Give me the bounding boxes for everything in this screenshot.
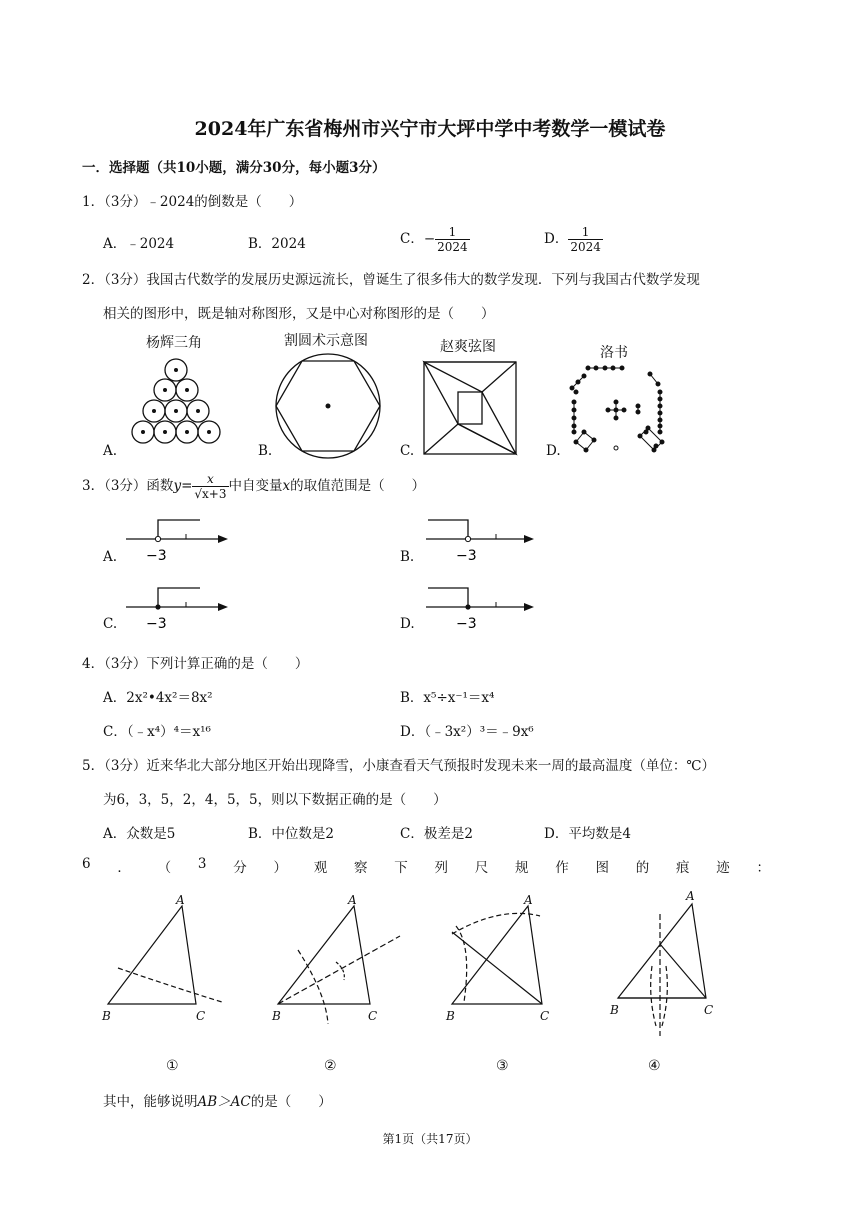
- caption-zhaoshuang: 赵爽弦图: [440, 339, 496, 355]
- q3-stem: 3．（3分）函数y= $\frac{x}{√x+3}$ 中自变量x的取值范围是（ ）: [82, 472, 426, 501]
- q6-followup: 其中，能够说明AB＞AC的是（ ）: [103, 1094, 332, 1110]
- q5-option-d: D．平均数是4: [544, 826, 631, 842]
- fig1-label-c: C: [196, 1009, 206, 1023]
- fig4-label-a: A: [686, 889, 695, 903]
- yanghui-triangle-figure: [120, 356, 232, 456]
- q4-option-d: D．（﹣3x²）³＝﹣9x⁶: [400, 724, 534, 740]
- zhaoshuang-figure: [422, 360, 518, 456]
- number-line-a: [124, 514, 234, 564]
- tick-label: −3: [146, 548, 167, 564]
- q5-stem-line1: 5．（3分）近来华北大部分地区开始出现降雪，小康查看天气预报时发现未来一周的最高温度（单位：℃）: [82, 758, 716, 774]
- q1-option-d: D． $\frac{1}{2024}$: [544, 225, 601, 254]
- q1-option-c: C．− $\frac{1}{2024}$: [400, 225, 468, 254]
- fig2-label-b: B: [272, 1009, 281, 1023]
- circled-3: ③: [496, 1058, 509, 1074]
- caption-geyuan: 割圆术示意图: [284, 333, 368, 349]
- q4-option-a: A．2x²•4x²＝8x²: [103, 690, 213, 706]
- fig3-label-c: C: [540, 1009, 550, 1023]
- tick-label: −3: [456, 548, 477, 564]
- section-heading: 一．选择题（共10小题，满分30分，每小题3分）: [82, 160, 386, 176]
- q4-stem: 4．（3分）下列计算正确的是（ ）: [82, 656, 309, 672]
- q2-label-c: C.: [400, 443, 415, 459]
- circled-2: ②: [324, 1058, 337, 1074]
- circled-4: ④: [648, 1058, 661, 1074]
- q1-stem: 1．（3分）﹣2024的倒数是（ ）: [82, 194, 303, 210]
- q5-option-a: A．众数是5: [103, 826, 176, 842]
- geyuan-figure: [272, 350, 384, 462]
- circled-1: ①: [166, 1058, 179, 1074]
- tick-label: −3: [456, 616, 477, 632]
- fig3-label-b: B: [446, 1009, 455, 1023]
- fig1-label-a: A: [176, 893, 185, 907]
- q4-option-b: B．x⁵÷x⁻¹＝x⁴: [400, 690, 495, 706]
- q2-label-a: A.: [103, 443, 118, 459]
- fig2-label-c: C: [368, 1009, 378, 1023]
- fig3-label-a: A: [524, 893, 533, 907]
- fig2-label-a: A: [348, 893, 357, 907]
- q5-stem-line2: 为6，3，5，2，4，5，5，则以下数据正确的是（ ）: [103, 792, 447, 808]
- caption-luoshu: 洛书: [600, 345, 628, 361]
- q2-stem-line2: 相关的图形中，既是轴对称图形，又是中心对称图形的是（ ）: [103, 306, 495, 322]
- number-line-b: [424, 514, 540, 564]
- q3-label-c: C.: [103, 616, 118, 632]
- q5-option-b: B．中位数是2: [248, 826, 335, 842]
- q2-label-b: B.: [258, 443, 273, 459]
- luoshu-figure: [566, 362, 668, 454]
- q6-construction-figures: [100, 886, 740, 1076]
- q5-option-c: C．极差是2: [400, 826, 473, 842]
- fig4-label-c: C: [704, 1003, 714, 1017]
- fig4-label-b: B: [610, 1003, 619, 1017]
- q6-stem: 6 ． （ 3 分 ） 观 察 下 列 尺 规 作 图 的 痕 迹 ：: [82, 856, 770, 876]
- page-title: 2024年广东省梅州市兴宁市大坪中学中考数学一模试卷: [194, 118, 666, 140]
- q1-option-b: B．2024: [248, 236, 306, 252]
- caption-yanghui: 杨辉三角: [146, 335, 202, 351]
- fig1-label-b: B: [102, 1009, 111, 1023]
- q2-stem-line1: 2．（3分）我国古代数学的发展历史源远流长，曾诞生了很多伟大的数学发现．下列与我国古代数学发现: [82, 272, 700, 288]
- q1-option-a: A．﹣2024: [103, 236, 175, 252]
- tick-label: −3: [146, 616, 167, 632]
- q4-option-c: C．（﹣x⁴）⁴＝x¹⁶: [103, 724, 211, 740]
- number-line-d: [424, 582, 540, 632]
- page-footer: 第1页（共17页）: [382, 1132, 478, 1146]
- q3-label-a: A.: [103, 549, 118, 565]
- q3-label-d: D.: [400, 616, 415, 632]
- q2-label-d: D.: [546, 443, 561, 459]
- q3-label-b: B.: [400, 549, 415, 565]
- number-line-c: [124, 582, 234, 632]
